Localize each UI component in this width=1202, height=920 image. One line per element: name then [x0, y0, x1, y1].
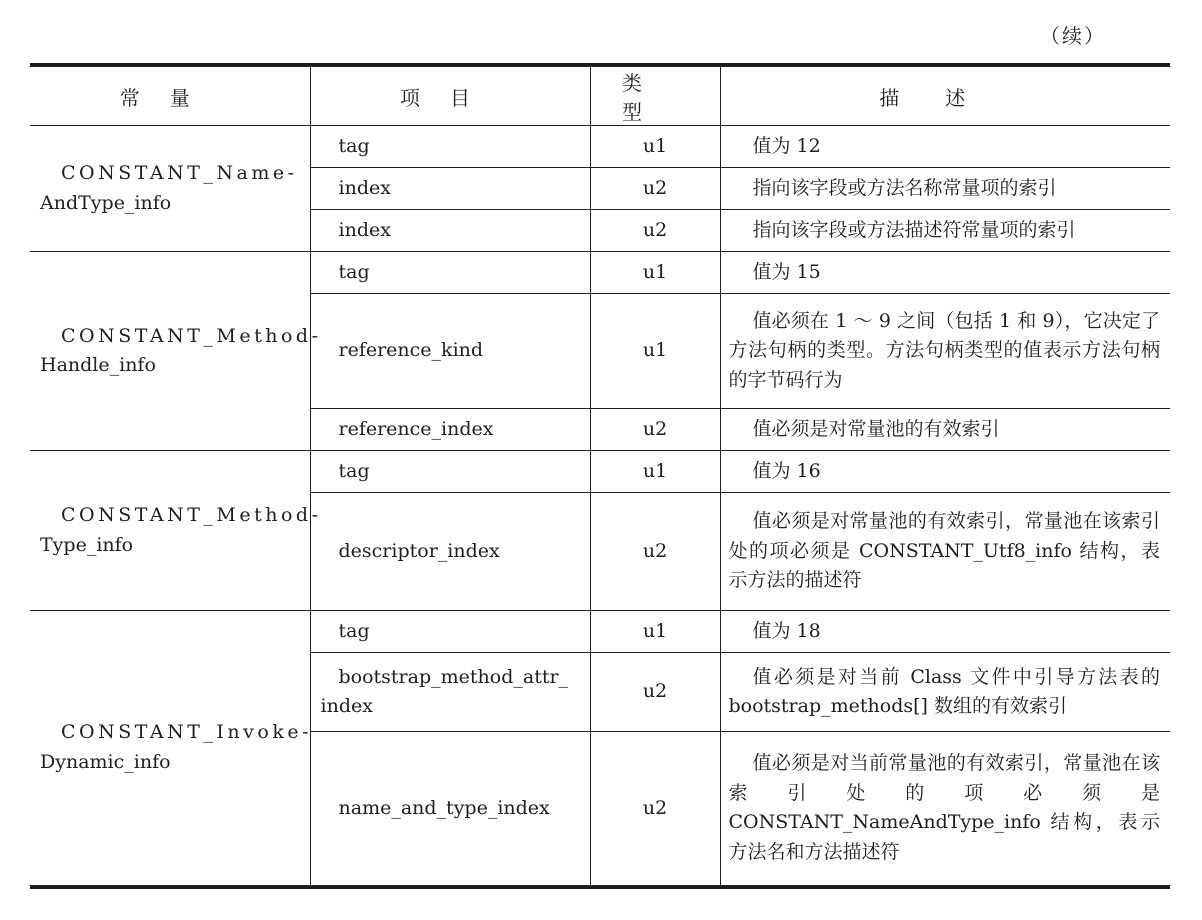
item-cell: tag — [310, 252, 590, 294]
description-cell: 值必须在 1 ～ 9 之间（包括 1 和 9），它决定了方法句柄的类型。方法句柄类型的值表示方法句柄的字节码行为 — [720, 294, 1170, 409]
constant-pool-table — [30, 63, 1170, 889]
description-cell: 值为 18 — [720, 611, 1170, 653]
constant-name-cell — [30, 252, 322, 451]
type-cell: u2 — [590, 168, 720, 210]
constant-name-cell — [30, 451, 322, 611]
header-item: 项目 — [310, 65, 590, 126]
item-cell: tag — [310, 451, 590, 493]
type-cell: u2 — [590, 210, 720, 252]
type-cell: u2 — [590, 409, 720, 451]
type-cell: u1 — [590, 252, 720, 294]
table-row — [30, 252, 1170, 294]
header-type: 类型 — [590, 65, 720, 126]
description-cell: 值必须是对常量池的有效索引 — [720, 409, 1170, 451]
type-cell: u1 — [590, 126, 720, 168]
type-cell: u1 — [590, 451, 720, 493]
table-row — [30, 451, 1170, 493]
description-cell: 指向该字段或方法描述符常量项的索引 — [720, 210, 1170, 252]
type-cell: u1 — [590, 611, 720, 653]
item-cell — [310, 653, 590, 732]
description-cell: 值必须是对当前常量池的有效索引，常量池在该索引处的项必须是 CONSTANT_NameAndType_info 结构，表示方法名和方法描述符 — [720, 732, 1170, 887]
continued-label: （续） — [1040, 24, 1106, 48]
description-cell: 值为 16 — [720, 451, 1170, 493]
item-line1: bootstrap_method_attr_ — [338, 665, 569, 688]
constant-name-line1: CONSTANT_Name- — [61, 162, 298, 185]
item-cell: index — [310, 210, 590, 252]
constant-name-line1: CONSTANT_Invoke- — [61, 721, 313, 744]
type-cell: u2 — [590, 493, 720, 611]
header-row — [30, 65, 1170, 126]
item-cell: reference_kind — [310, 294, 590, 409]
item-line2: index — [320, 695, 373, 717]
header-constant: 常量 — [119, 85, 220, 110]
constant-name-line2: AndType_info — [40, 191, 172, 214]
type-cell: u2 — [590, 732, 720, 887]
constant-name-line2: Dynamic_info — [40, 750, 171, 773]
description-cell: 值必须是对常量池的有效索引，常量池在该索引处的项必须是 CONSTANT_Utf8_info 结构，表示方法的描述符 — [720, 493, 1170, 611]
header-description: 描述 — [720, 65, 1170, 126]
description-cell: 值为 12 — [720, 126, 1170, 168]
constant-name-cell — [30, 611, 313, 887]
item-cell: name_and_type_index — [310, 732, 590, 887]
item-cell: index — [310, 168, 590, 210]
constant-name-line1: CONSTANT_Method- — [61, 324, 322, 347]
type-cell: u1 — [590, 294, 720, 409]
constant-name-line1: CONSTANT_Method- — [61, 504, 322, 527]
item-cell: tag — [310, 126, 590, 168]
table-row — [30, 126, 1170, 168]
constant-name-cell — [30, 126, 310, 252]
item-cell: tag — [310, 611, 590, 653]
constant-name-line2: Handle_info — [40, 354, 156, 376]
description-cell: 值必须是对当前 Class 文件中引导方法表的 bootstrap_methods[] 数组的有效索引 — [720, 653, 1170, 732]
description-cell: 指向该字段或方法名称常量项的索引 — [720, 168, 1170, 210]
item-cell: descriptor_index — [310, 493, 590, 611]
description-cell: 值为 15 — [720, 252, 1170, 294]
type-cell: u2 — [590, 653, 720, 732]
table-row — [30, 611, 1170, 653]
constant-name-line2: Type_info — [40, 533, 134, 556]
item-cell: reference_index — [310, 409, 590, 451]
